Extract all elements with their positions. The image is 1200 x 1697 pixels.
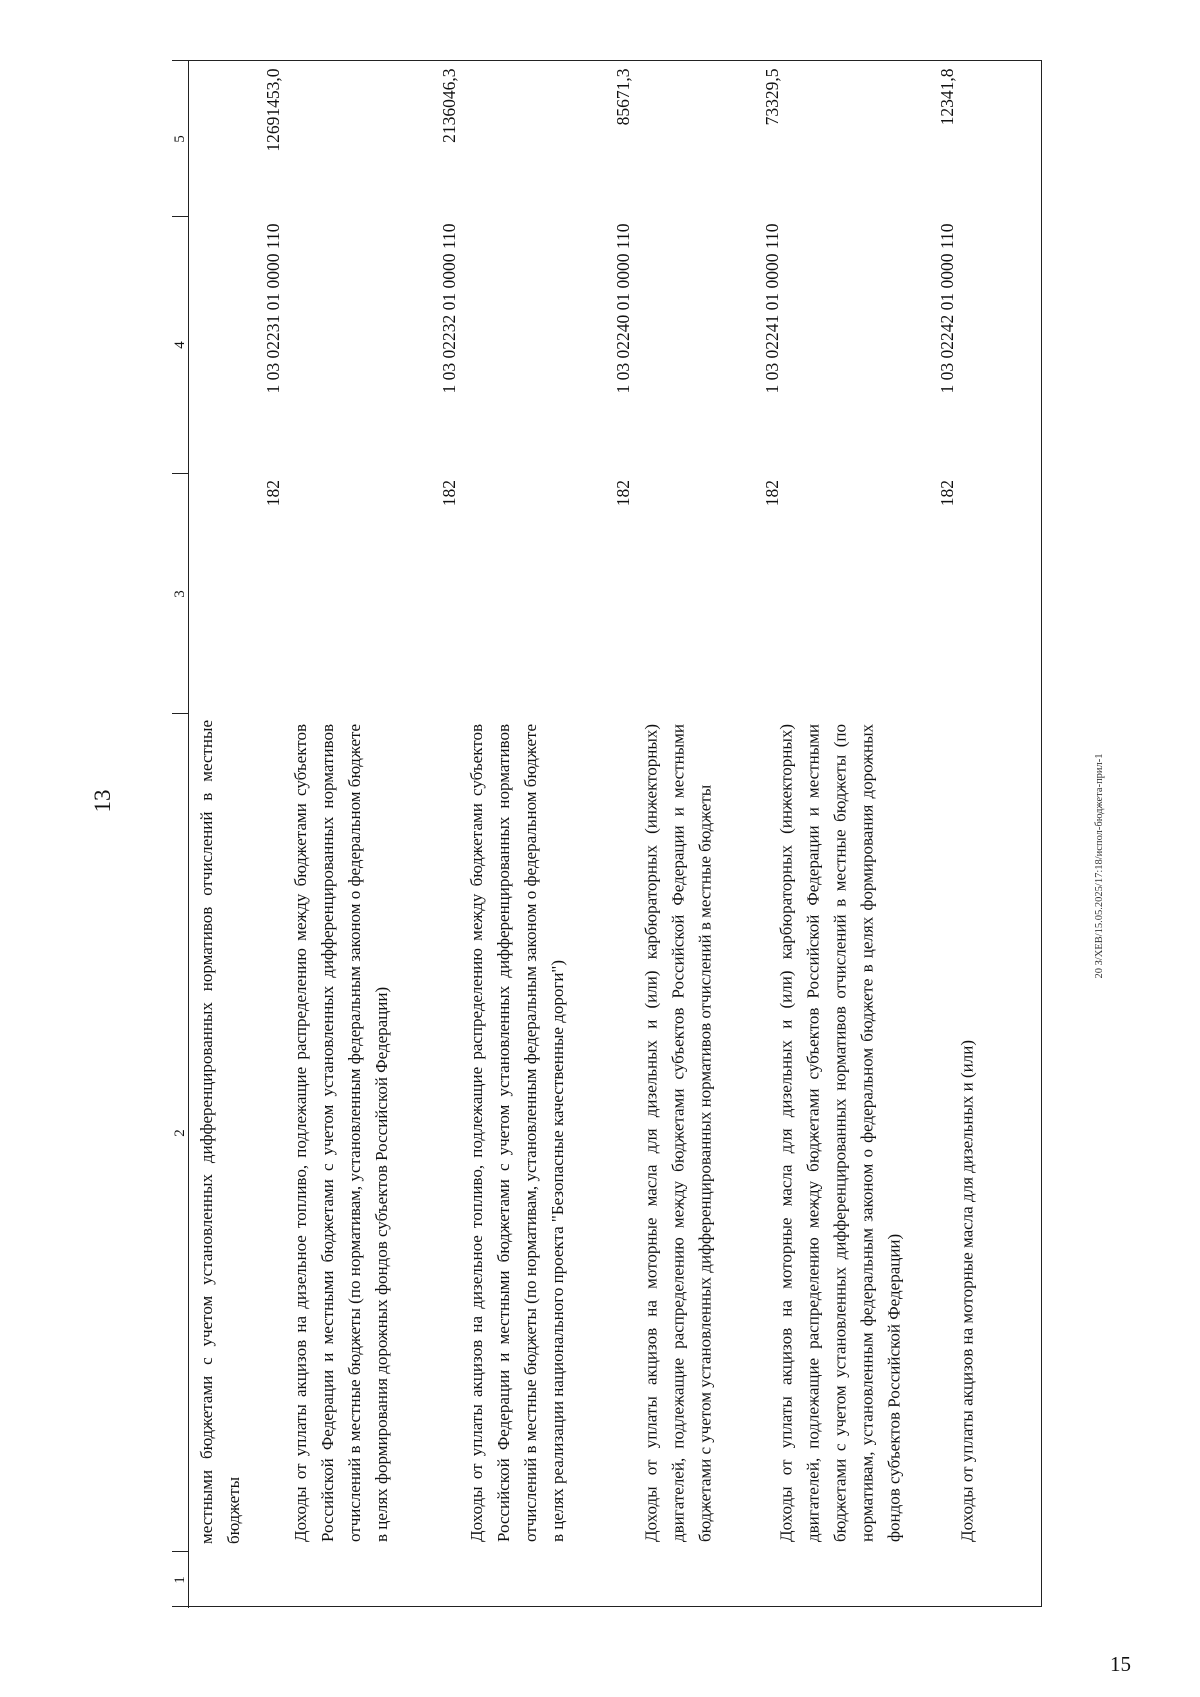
row-5-amount xyxy=(932,61,962,216)
row-4-admin-code xyxy=(757,473,787,713)
row-2-budget-code-text: 1 03 02232 01 0000 110 xyxy=(439,223,459,393)
row-1-budget-code xyxy=(258,216,288,473)
row-1-description-text: Доходы от уплаты акцизов на дизельное топливо, подлежащие распределению между бюджетами субъектов Российской Федерации и местными бюджетами с учетом установленных дифференцированных нормативов отчислений в местные бюджеты (по нормативам, установленным федеральным законом о федеральном бюджете в целях формирования дорожных фондов субъектов Российской Федерации) xyxy=(290,724,391,1542)
column-number-4 xyxy=(172,216,188,473)
column-number-row xyxy=(172,61,189,1608)
column-number-label: 2 xyxy=(172,1128,188,1137)
row-1-amount-text: 12691453,0 xyxy=(263,68,283,152)
row-2-amount-text: 2136046,3 xyxy=(439,68,459,143)
footer-document-code: 20 З/ХЕВ/15.05.2025/17:18/испол-бюджета-прил-1 xyxy=(1094,753,1105,979)
column-number-label: 3 xyxy=(172,589,188,598)
continuation-text-text: местными бюджетами с учетом установленных дифференцированных нормативов отчислений в местные бюджеты xyxy=(197,720,243,1544)
column-number-2 xyxy=(172,713,188,1551)
row-2-admin-code-text: 182 xyxy=(439,480,459,507)
row-4-amount-text: 73329,5 xyxy=(762,68,782,125)
column-number-3 xyxy=(172,473,188,713)
page-number: 13 xyxy=(90,789,115,813)
row-1-amount xyxy=(258,61,288,216)
row-5-budget-code-text: 1 03 02242 01 0000 110 xyxy=(937,223,957,393)
column-number-5 xyxy=(172,61,188,216)
column-number-label: 1 xyxy=(172,1576,188,1584)
column-number-label: 5 xyxy=(172,134,188,143)
row-3-amount-text: 85671,3 xyxy=(613,68,633,125)
row-4-description-text: Доходы от уплаты акцизов на моторные масла для дизельных и (или) карбюраторных (инжекторных) двигателей, подлежащие распределению между бюджетами субъектов Российской Федерации и местными бюджетами с учетом установленных дифференцированных нормативов отчислений в местные бюджеты (по нормативам, установленным федеральным законом о федеральном бюджете в целях формирования дорожных фондов субъектов Российской Федерации) xyxy=(776,724,903,1542)
row-3-description-text: Доходы от уплаты акцизов на моторные масла для дизельных и (или) карбюраторных (инжекторных) двигателей, подлежащие распределению между бюджетами субъектов Российской Федерации и местными бюджетами с учетом установленных дифференцированных нормативов отчислений в местные бюджеты xyxy=(641,724,715,1542)
row-2-description xyxy=(434,717,599,1549)
column-number-1 xyxy=(172,1551,188,1608)
row-5-description-text: Доходы от уплаты акцизов на моторные масла для дизельных и (или) xyxy=(957,1039,977,1542)
row-4-admin-code-text: 182 xyxy=(762,480,782,507)
row-4-budget-code xyxy=(757,216,787,473)
revenue-table xyxy=(172,60,1042,1607)
row-5-admin-code-text: 182 xyxy=(937,480,957,507)
row-1-budget-code-text: 1 03 02231 01 0000 110 xyxy=(263,223,283,393)
row-1-admin-code-text: 182 xyxy=(263,480,283,507)
column-number-label: 4 xyxy=(172,341,188,349)
row-3-admin-code xyxy=(608,473,638,713)
row-2-admin-code xyxy=(434,473,464,713)
row-4-description xyxy=(757,717,922,1549)
row-4-amount xyxy=(757,61,787,216)
row-3-amount xyxy=(608,61,638,216)
row-5-admin-code xyxy=(932,473,962,713)
row-5-budget-code xyxy=(932,216,962,473)
row-2-amount xyxy=(434,61,464,216)
row-3-description xyxy=(608,717,748,1549)
continuation-text xyxy=(192,713,248,1551)
row-1-description xyxy=(258,717,423,1549)
row-5-description xyxy=(932,717,1002,1549)
row-1-admin-code xyxy=(258,473,288,713)
row-5-amount-text: 12341,8 xyxy=(937,68,957,125)
sheet-number: 15 xyxy=(1110,1652,1131,1676)
row-3-budget-code-text: 1 03 02240 01 0000 110 xyxy=(613,223,633,393)
row-4-budget-code-text: 1 03 02241 01 0000 110 xyxy=(762,223,782,393)
row-2-budget-code xyxy=(434,216,464,473)
row-3-budget-code xyxy=(608,216,638,473)
row-2-description-text: Доходы от уплаты акцизов на дизельное топливо, подлежащие распределению между бюджетами субъектов Российской Федерации и местными бюджетами с учетом установленных дифференцированных нормативов отчислений в местные бюджеты (по нормативам, установленным федеральным законом о федеральном бюджете в целях реализации национального проекта "Безопасные качественные дороги") xyxy=(466,724,567,1542)
row-3-admin-code-text: 182 xyxy=(613,480,633,507)
